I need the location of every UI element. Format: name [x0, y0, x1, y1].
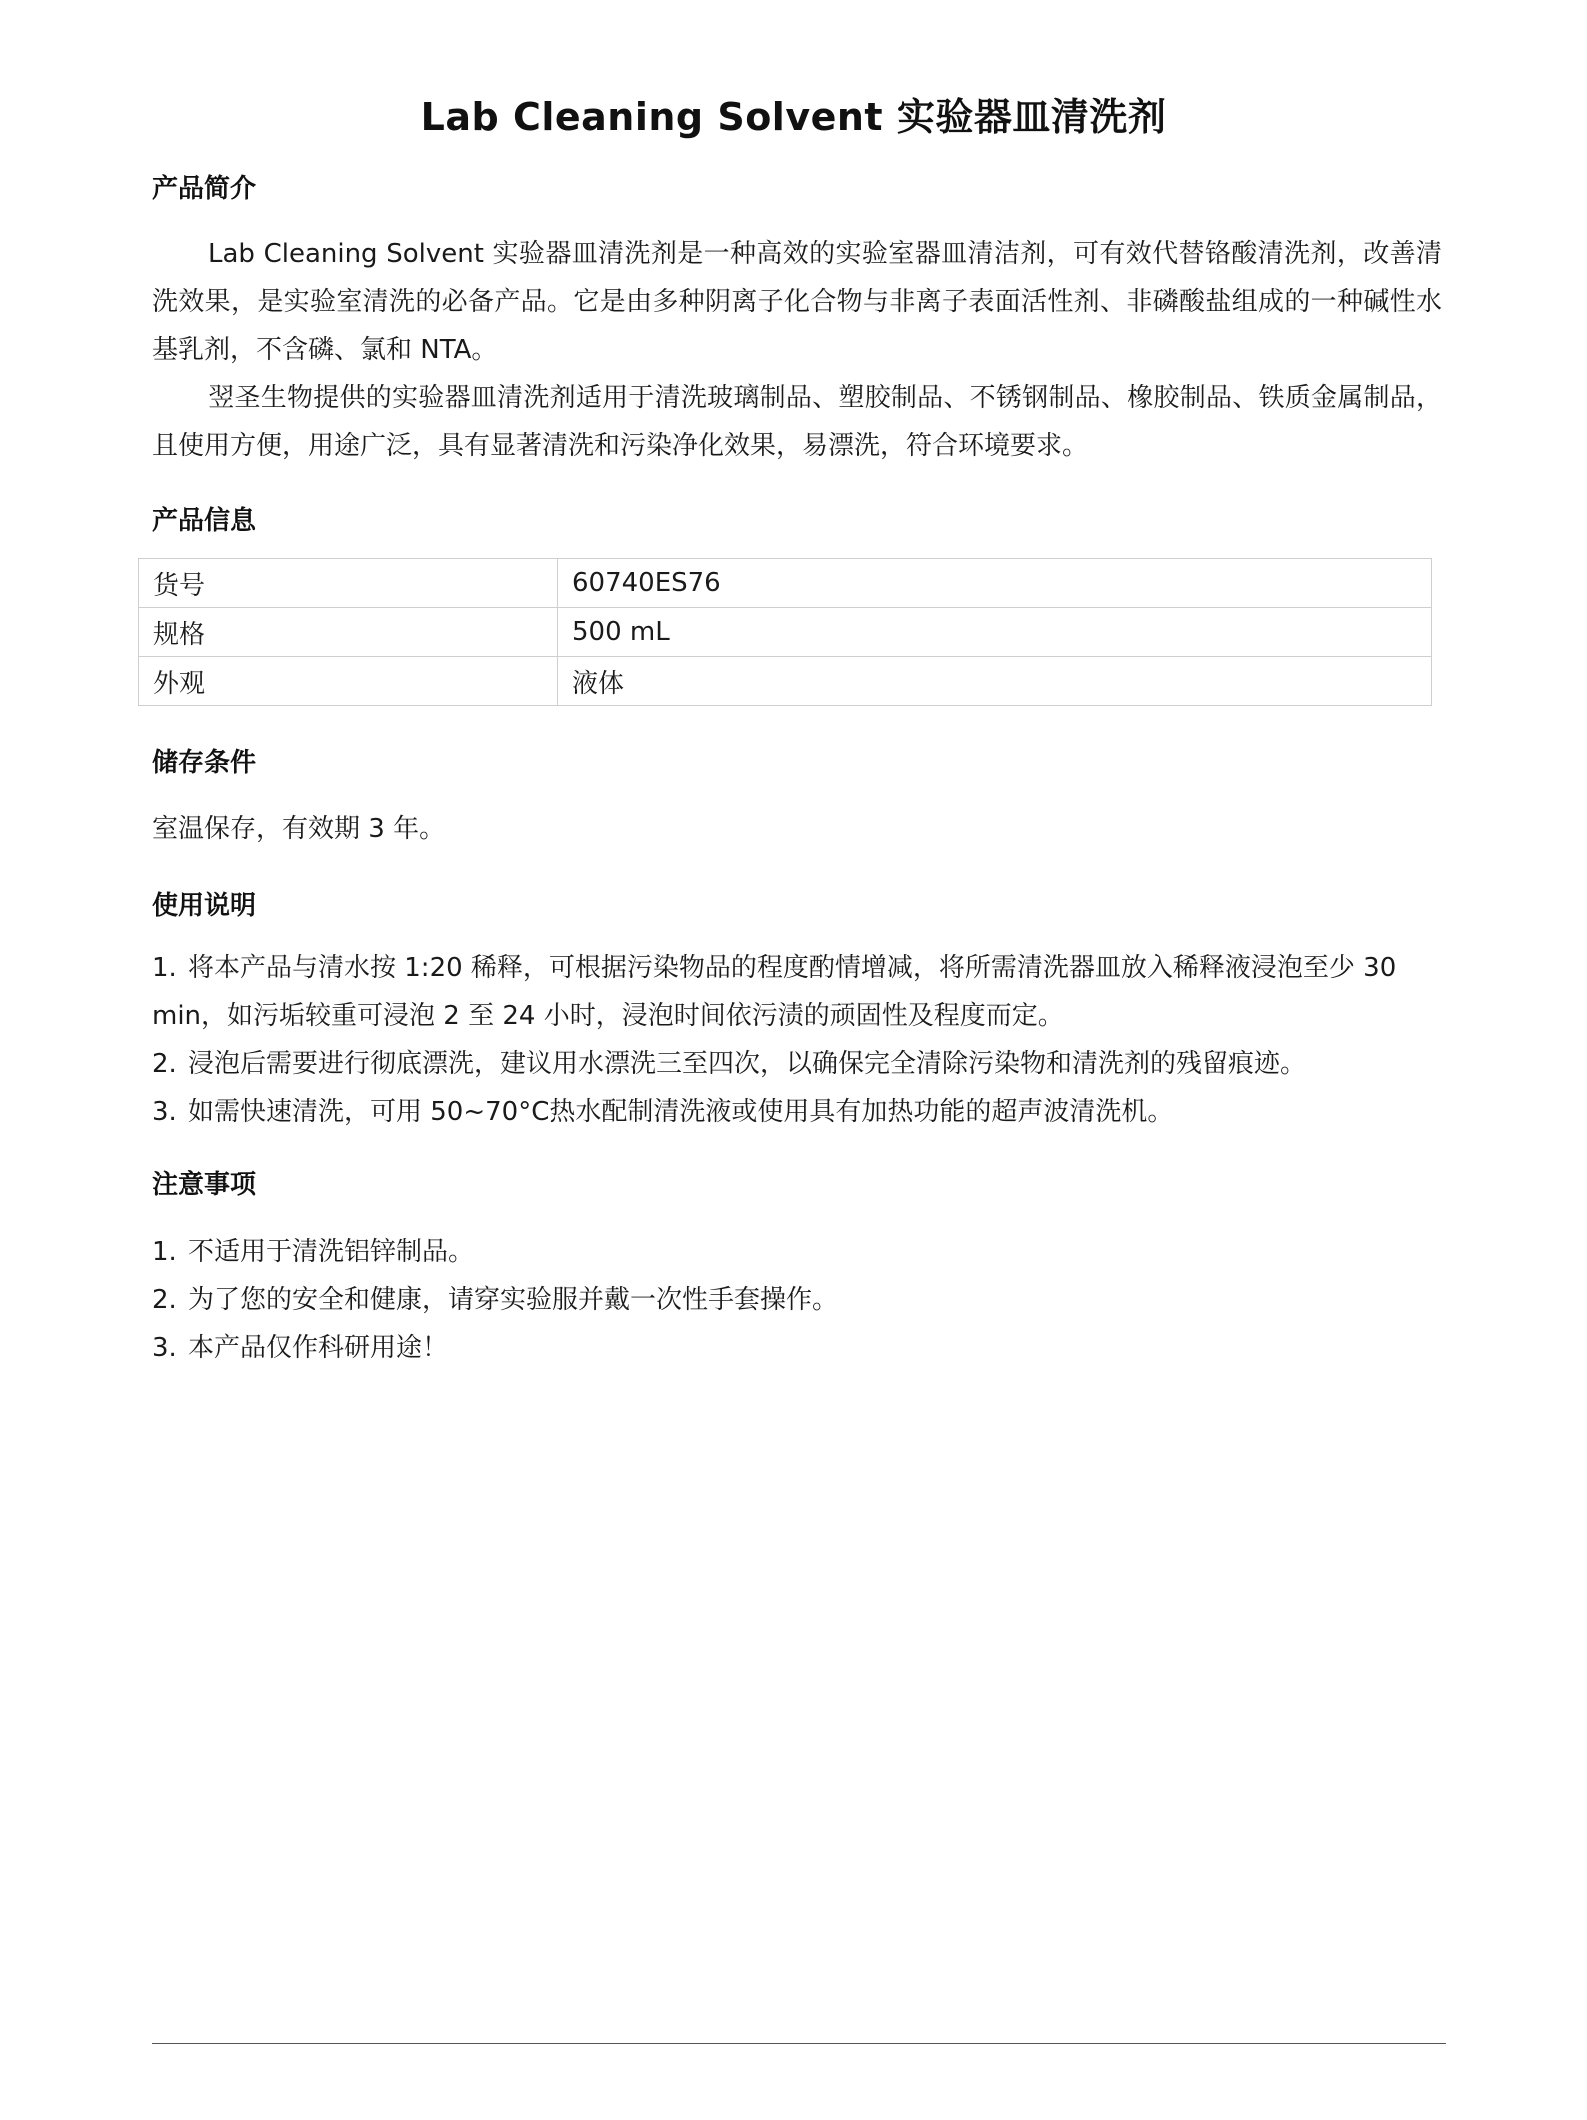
- section-heading-notes: 注意事项: [152, 1170, 257, 1200]
- list-item: 2. 为了您的安全和健康，请穿实验服并戴一次性手套操作。: [152, 1285, 839, 1315]
- table-row: [139, 657, 1432, 706]
- table-cell-value: 500 mL: [558, 608, 1432, 657]
- product-info-table: [138, 558, 1432, 706]
- intro-body: [152, 230, 1442, 470]
- table-row: [139, 559, 1432, 608]
- table-row: [139, 608, 1432, 657]
- section-heading-usage: 使用说明: [152, 891, 257, 921]
- table-cell-key: 外观: [139, 657, 558, 706]
- list-item: 3. 本产品仅作科研用途！: [152, 1333, 449, 1363]
- table-cell-value: 60740ES76: [558, 559, 1432, 608]
- list-item: 1. 将本产品与清水按 1:20 稀释，可根据污染物品的程度酌情增减，将所需清洗器皿放入稀释液浸泡至少 30 min，如污垢较重可浸泡 2 至 24 小时，浸泡时间依污渍的顽固性及程度而定。: [152, 953, 1397, 1031]
- section-heading-product-info: 产品信息: [152, 506, 257, 536]
- intro-paragraph-2: 翌圣生物提供的实验器皿清洗剂适用于清洗玻璃制品、塑胶制品、不锈钢制品、橡胶制品、铁质金属制品，且使用方便，用途广泛，具有显著清洗和污染净化效果，易漂洗，符合环境要求。: [152, 383, 1442, 461]
- list-item: 1. 不适用于清洗铝锌制品。: [152, 1237, 475, 1267]
- document-title: Lab Cleaning Solvent 实验器皿清洗剂: [420, 95, 1167, 139]
- list-item: 3. 如需快速清洗，可用 50~70°C热水配制清洗液或使用具有加热功能的超声波清洗机。: [152, 1097, 1174, 1127]
- storage-text: 室温保存，有效期 3 年。: [152, 814, 446, 844]
- intro-paragraph-1: Lab Cleaning Solvent 实验器皿清洗剂是一种高效的实验室器皿清洁剂，可有效代替铬酸清洗剂，改善清洗效果，是实验室清洗的必备产品。它是由多种阴离子化合物与非离子表面活性剂、非磷酸盐组成的一种碱性水基乳剂，不含磷、氯和 NTA。: [152, 239, 1442, 365]
- table-cell-key: 规格: [139, 608, 558, 657]
- notes-list: [152, 1228, 1452, 1372]
- footer-divider: [152, 2043, 1446, 2044]
- section-heading-intro: 产品简介: [152, 174, 257, 204]
- list-item: 2. 浸泡后需要进行彻底漂洗，建议用水漂洗三至四次，以确保完全清除污染物和清洗剂的残留痕迹。: [152, 1049, 1307, 1079]
- table-cell-key: 货号: [139, 559, 558, 608]
- table-cell-value: 液体: [558, 657, 1432, 706]
- section-heading-storage: 储存条件: [152, 748, 257, 778]
- usage-list: [152, 944, 1452, 1136]
